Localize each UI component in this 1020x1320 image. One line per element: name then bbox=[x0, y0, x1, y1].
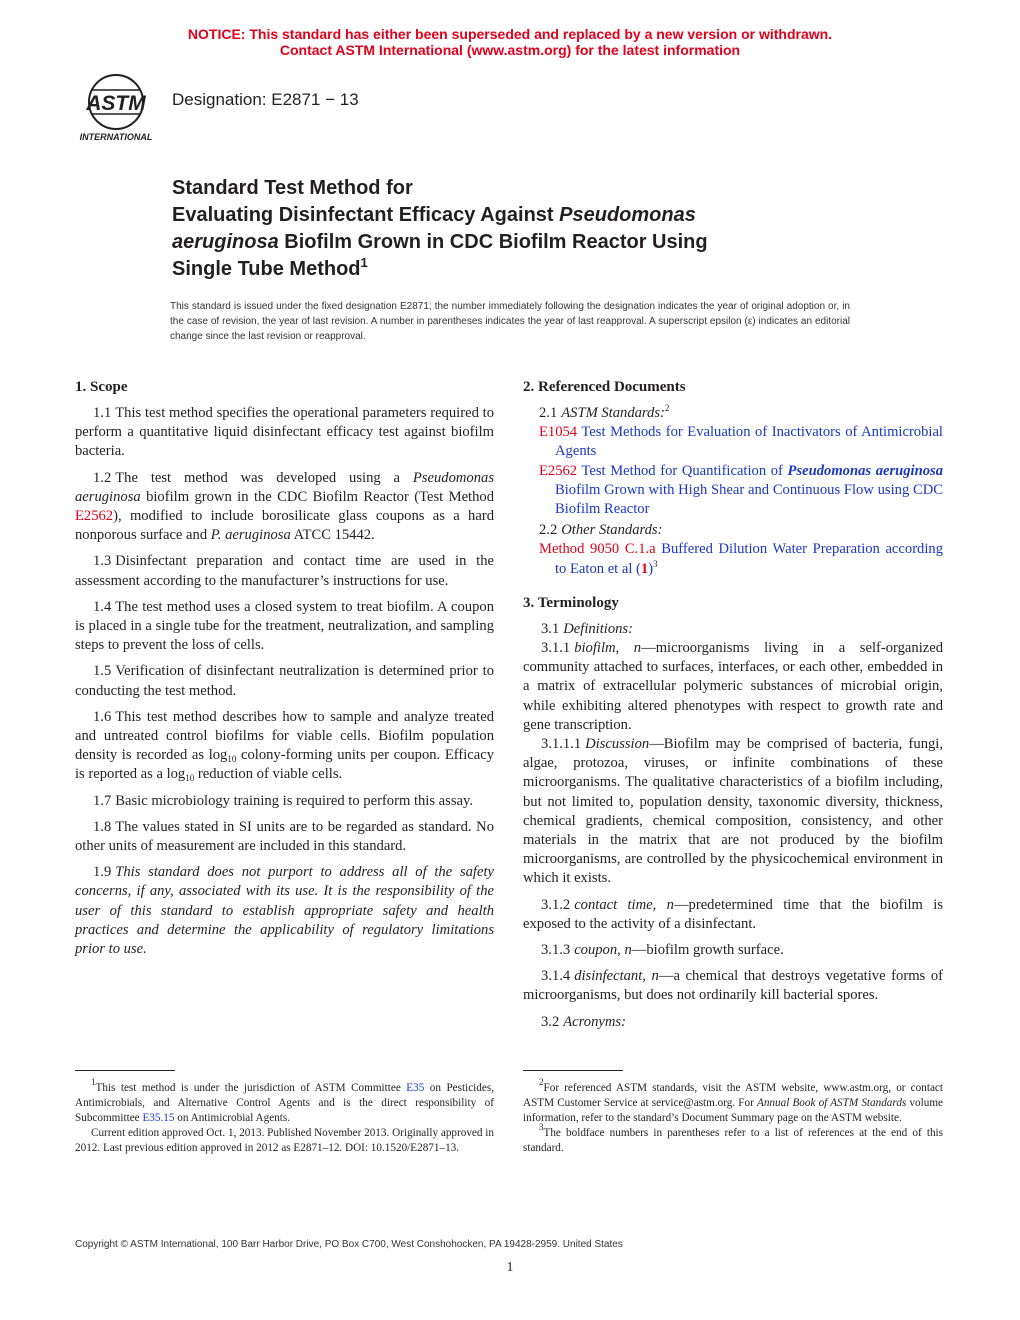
scope-1-1: 1.1 This test method specifies the operational parameters required to perform a quantitative liquid disinfectant efficacy test against biofilm bacteria. bbox=[75, 405, 494, 460]
footnotes-right bbox=[523, 1077, 943, 1156]
term-3-1: 3.1 Definitions: bbox=[541, 620, 633, 637]
notice-line-1: NOTICE: This standard has either been superseded and replaced by a new version or withdrawn. bbox=[187, 26, 833, 42]
right-column bbox=[523, 377, 943, 1039]
scope-1-5: 1.5 Verification of disinfectant neutralization is determined prior to conducting the test method. bbox=[75, 663, 494, 699]
ref-2-1: 2.1 ASTM Standards:$^2$ bbox=[539, 403, 670, 421]
title-line-4: Single Tube Method$^1$ bbox=[172, 255, 368, 280]
section-heading-terminology: 3. Terminology bbox=[523, 594, 619, 611]
scope-1-2: 1.2 The test method was developed using a Pseudomonas aeruginosa biofilm grown in the CDC Biofilm Reactor (Test Method E2562), modified to include borosilicate glass coupons as a hard nonporous surface and P. aeruginosa ATCC 15442. bbox=[75, 469, 494, 544]
ref-method-9050[interactable]: Method 9050 C.1.a Buffered Dilution Water Preparation according to Eaton et al $(1)^3$ bbox=[539, 541, 943, 577]
footnote-rule-left bbox=[75, 1070, 175, 1071]
footnote-1-edition: Current edition approved Oct. 1, 2013. Published November 2013. Originally approved in 2012. Last previous edition approved in 2012 as E2871–12. DOI: 10.1520/E2871–13. bbox=[75, 1127, 494, 1154]
term-3-1-4: 3.1.4 disinfectant, n—a chemical that destroys vegetative forms of microorganisms, but does not ordinarily kill bacterial spores. bbox=[523, 968, 943, 1004]
logo-letters: ASTM bbox=[86, 92, 146, 115]
withdrawal-notice bbox=[0, 26, 1020, 58]
footnotes-left bbox=[75, 1077, 495, 1156]
term-3-1-1-1: 3.1.1.1 Discussion—Biofilm may be comprised of bacteria, fungi, algae, protozoa, viruses, or infinite combinations of these microorganisms. The qualitative characteristics of a biofilm including, but not limited to, population density, taxonomic diversity, thickness, chemical gradients, chemical composition, consistency, and other materials in the matrix that are not produced by the biofilm microorganisms, are controlled by the physicochemical environment in which it exists. bbox=[523, 736, 943, 887]
left-column bbox=[75, 377, 494, 966]
footnote-1: $^1$This test method is under the jurisdiction of ASTM Committee E35 on Pesticides, Antimicrobials, and Alternative Control Agents and is the direct responsibility of Subcommittee E35.15 on Antimicrobial Agents. bbox=[75, 1077, 495, 1124]
footnote-2: $^2$For referenced ASTM standards, visit the ASTM website, www.astm.org, or contact ASTM Customer Service at service@astm.org. For Annual Book of ASTM Standards volume information, refer to the standard’s Document Summary page on the ASTM website. bbox=[523, 1077, 943, 1124]
copyright: Copyright © ASTM International, 100 Barr Harbor Drive, PO Box C700, West Conshohocken, PA 19428-2959. United States bbox=[75, 1239, 623, 1250]
scope-1-8: 1.8 The values stated in SI units are to be regarded as standard. No other units of measurement are included in this standard. bbox=[75, 818, 494, 855]
scope-1-6: 1.6 This test method describes how to sample and analyze treated and untreated control biofilms for viable cells. Biofilm population density is recorded as $\log_{10}$ colony-forming units per coupon. Efficacy is reported as a $\log_{10}$ reduction of viable cells. bbox=[75, 708, 494, 784]
footnote-3: $^3$The boldface numbers in parentheses refer to a list of references at the end of this standard. bbox=[523, 1122, 943, 1154]
ref-e1054[interactable]: E1054 Test Methods for Evaluation of Inactivators of Antimicrobial Agents bbox=[539, 424, 943, 460]
ref-e2562[interactable]: E2562 Test Method for Quantification of Pseudomonas aeruginosa Biofilm Grown with High Shear and Continuous Flow using CDC Biofilm Reactor bbox=[539, 462, 943, 518]
title-footnote-mark: 1 bbox=[360, 255, 368, 270]
astm-logo bbox=[70, 72, 162, 144]
footnote-rule-right bbox=[523, 1070, 623, 1071]
title-line-2: Evaluating Disinfectant Efficacy Against Pseudomonas bbox=[172, 204, 696, 226]
term-3-2: 3.2 Acronyms: bbox=[541, 1013, 626, 1030]
document-title bbox=[172, 175, 852, 283]
term-3-1-1: 3.1.1 biofilm, n—microorganisms living in a self-organized community attached to surfaces, interfaces, or each other, embedded in a matrix of extracellular polymeric substances of microbial origin, while exhibiting altered phenotypes with respect to growth rate and gene transcription. bbox=[523, 640, 944, 733]
link-e35[interactable]: E35 bbox=[406, 1082, 425, 1094]
link-e35-15[interactable]: E35.15 bbox=[142, 1112, 175, 1124]
logo-international: INTERNATIONAL bbox=[79, 132, 153, 142]
designation: Designation: E2871 − 13 bbox=[172, 90, 359, 109]
scope-1-4: 1.4 The test method uses a closed system to treat biofilm. A coupon is placed in a single tube for the treatment, neutralization, and sampling steps to prevent the loss of cells. bbox=[75, 598, 494, 654]
scope-1-3: 1.3 Disinfectant preparation and contact time are used in the assessment according to the manufacturer’s instructions for use. bbox=[75, 553, 494, 589]
section-heading-referenced: 2. Referenced Documents bbox=[523, 379, 686, 395]
title-line-1: Standard Test Method for bbox=[172, 177, 413, 199]
link-e2562[interactable]: E2562 bbox=[75, 508, 114, 525]
scope-1-9: 1.9 This standard does not purport to address all of the safety concerns, if any, associated with its use. It is the responsibility of the user of this standard to establish appropriate safety and health practices and determine the applicability of regulatory limitations prior to use. bbox=[75, 864, 494, 958]
ref-2-2: 2.2 Other Standards: bbox=[539, 522, 663, 539]
term-3-1-3: 3.1.3 coupon, n—biofilm growth surface. bbox=[541, 942, 784, 959]
title-line-3: aeruginosa Biofilm Grown in CDC Biofilm Reactor Using bbox=[172, 231, 708, 253]
section-heading-scope: 1. Scope bbox=[75, 379, 128, 395]
scope-1-7: 1.7 Basic microbiology training is required to perform this assay. bbox=[93, 792, 473, 809]
issuance-statement: This standard is issued under the fixed designation E2871; the number immediately following the designation indicates the year of original adoption or, in the case of revision, the year of last revision. A number in parentheses indicates the year of last reapproval. A superscript epsilon (ε) indicates an editorial change since the last revision or reapproval. bbox=[170, 301, 850, 342]
notice-line-2: Contact ASTM International (www.astm.org) for the latest information bbox=[279, 42, 741, 58]
page-number: 1 bbox=[506, 1260, 514, 1275]
term-3-1-2: 3.1.2 contact time, n—predetermined time that the biofilm is exposed to the activity of a disinfectant. bbox=[523, 896, 944, 932]
